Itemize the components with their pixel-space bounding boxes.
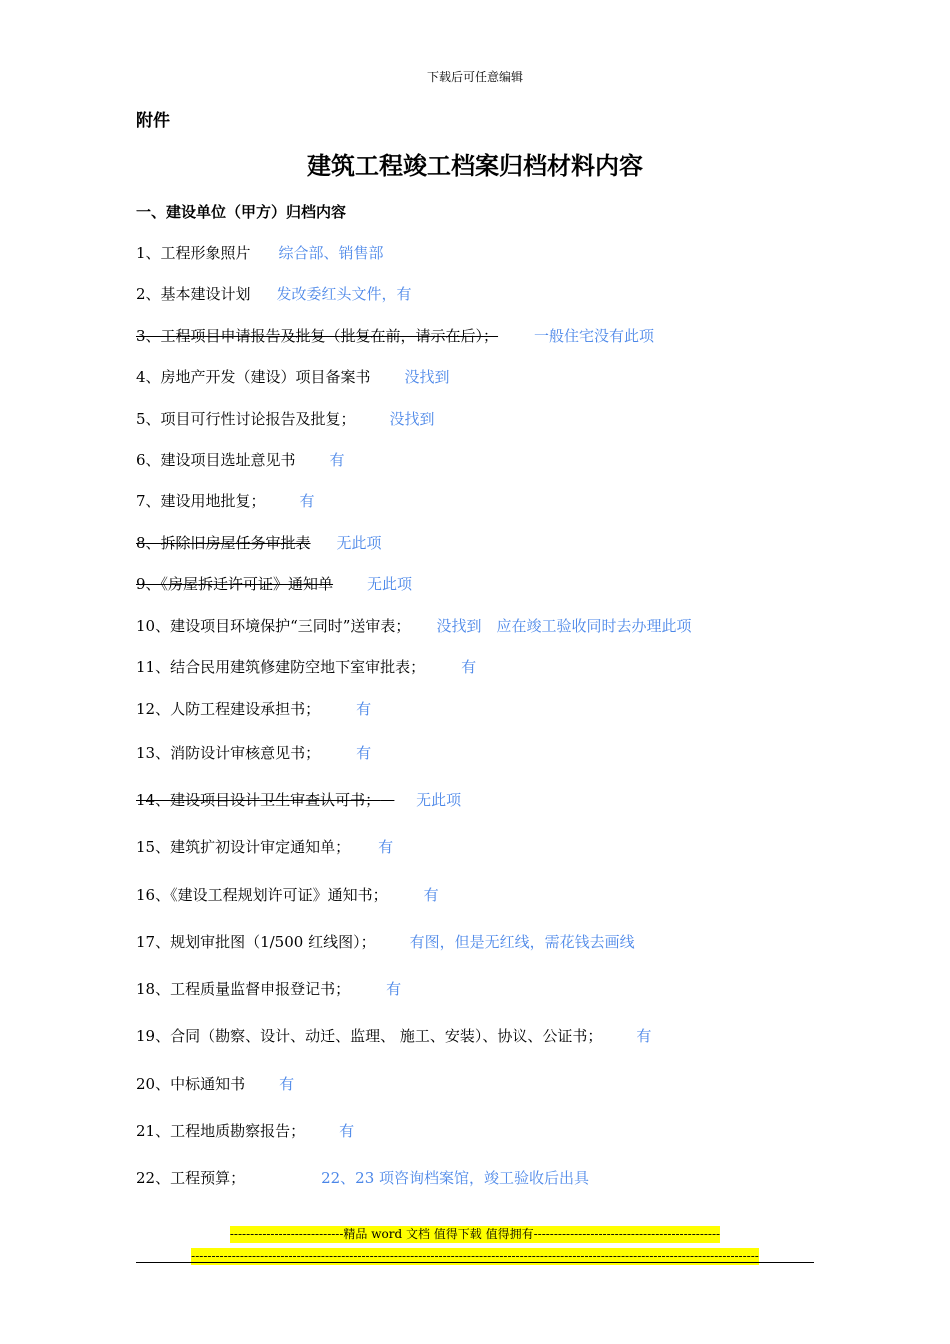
item-text: 16、《建设工程规划许可证》通知书；	[136, 886, 388, 904]
item-note: 有	[423, 886, 439, 904]
section-heading: 一、建设单位（甲方）归档内容	[136, 203, 347, 221]
item-note: 综合部、销售部	[278, 244, 384, 262]
item-note: 无此项	[367, 575, 413, 593]
banner-line-1: ----------------------------精品 word 文档 值得下载 值得拥有----------------------------------------------	[229, 1227, 721, 1241]
item-text: 2、基本建设计划	[136, 285, 251, 303]
attachment-label: 附件	[136, 111, 170, 131]
list-item	[136, 532, 382, 553]
item-text: 18、工程质量监督申报登记书；	[136, 980, 351, 998]
header-note: 下载后可任意编辑	[426, 70, 523, 84]
item-text: 1、工程形象照片	[136, 244, 251, 262]
item-note: 有	[378, 838, 394, 856]
list-item	[136, 884, 439, 905]
item-note: 没找到 应在竣工验收同时去办理此项	[436, 617, 692, 635]
list-item	[136, 366, 450, 387]
item-note: 没找到	[389, 410, 435, 428]
list-item	[136, 1167, 589, 1188]
item-note: 有	[279, 1075, 295, 1093]
list-item	[136, 1073, 294, 1094]
list-item	[136, 836, 393, 857]
item-text: 20、中标通知书	[136, 1075, 246, 1093]
list-item	[136, 656, 476, 677]
item-note: 没找到	[404, 368, 450, 386]
list-item	[136, 1025, 651, 1046]
item-note: 有	[356, 700, 372, 718]
list-item	[136, 408, 435, 429]
list-item	[136, 449, 345, 470]
item-note: 有图，但是无红线，需花钱去画线	[409, 933, 635, 951]
item-text: 7、建设用地批复；	[136, 492, 266, 510]
item-note: 发改委红头文件，有	[276, 285, 412, 303]
list-item	[136, 615, 691, 636]
item-note: 无此项	[416, 791, 462, 809]
list-item	[136, 742, 371, 763]
item-text: 6、建设项目选址意见书	[136, 451, 296, 469]
list-item	[136, 978, 401, 999]
item-note: 有	[636, 1027, 652, 1045]
item-note: 有	[329, 451, 345, 469]
item-text: 21、工程地质勘察报告；	[136, 1122, 306, 1140]
item-text: 9、《房屋拆迁许可证》通知单	[136, 575, 334, 593]
item-text: 8、拆除旧房屋任务审批表	[136, 534, 311, 552]
item-text: 19、合同（勘察、设计、动迁、监理、 施工、安装）、协议、公证书；	[136, 1027, 603, 1045]
item-text: 15、建筑扩初设计审定通知单；	[136, 838, 351, 856]
item-text: 12、人防工程建设承担书；	[136, 700, 321, 718]
item-note: 有	[386, 980, 402, 998]
item-text: 4、房地产开发（建设）项目备案书	[136, 368, 371, 386]
list-item	[136, 490, 315, 511]
item-note: 有	[339, 1122, 355, 1140]
item-note: 一般住宅没有此项	[534, 327, 655, 345]
item-text: 5、项目可行性讨论报告及批复；	[136, 410, 356, 428]
list-item	[136, 789, 461, 810]
list-item	[136, 931, 635, 952]
item-text: 11、结合民用建筑修建防空地下室审批表；	[136, 658, 426, 676]
list-item	[136, 698, 371, 719]
item-text: 14、建设项目设计卫生审查认可书；	[136, 791, 381, 809]
footer-banner	[0, 1226, 950, 1270]
list-item	[136, 242, 384, 263]
item-text: 10、建设项目环境保护“三同时”送审表；	[136, 617, 411, 635]
item-note: 有	[461, 658, 477, 676]
item-text: 17、规划审批图（1/500 红线图）；	[136, 933, 376, 951]
banner-line-2: --------------------------------------------------------------------------------------------------------------------------------------------	[191, 1249, 759, 1263]
list-item	[136, 283, 412, 304]
footer-rule	[136, 1262, 814, 1263]
item-text: 3、工程项目申请报告及批复（批复在前，请示在后）；	[136, 327, 499, 345]
item-note: 有	[299, 492, 315, 510]
page-title: 建筑工程竣工档案归档材料内容	[307, 152, 643, 180]
list-item	[136, 1120, 354, 1141]
list-item	[136, 573, 412, 594]
item-note: 无此项	[336, 534, 382, 552]
item-text: 22、工程预算；	[136, 1169, 246, 1187]
item-note: 有	[356, 744, 372, 762]
item-text: 13、消防设计审核意见书；	[136, 744, 321, 762]
list-item	[136, 325, 654, 346]
item-note: 22、23 项咨询档案馆，竣工验收后出具	[321, 1169, 590, 1187]
